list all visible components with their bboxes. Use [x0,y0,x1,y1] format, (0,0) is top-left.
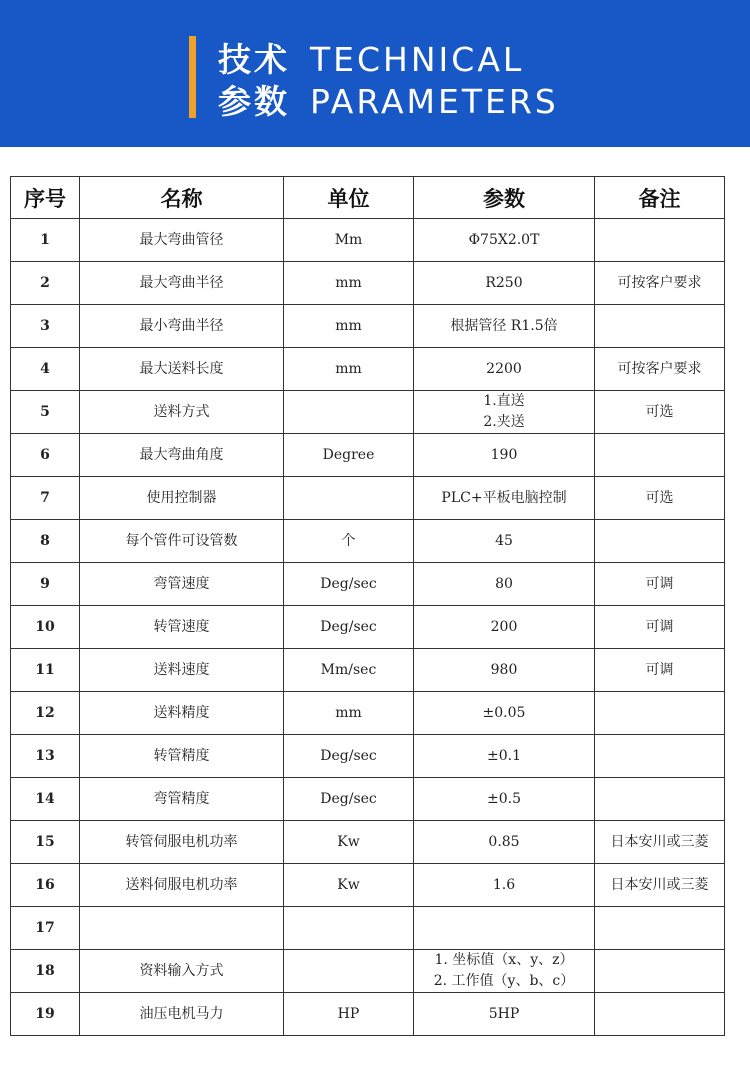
header-line-2 [218,76,559,123]
parameter-line: ±0.5 [487,790,521,807]
parameter-line: Φ75X2.0T [468,231,540,248]
row-index-cell: 3 [11,305,80,348]
row-note-cell: 可调 [595,606,725,649]
row-parameter-cell [414,993,595,1036]
table-row [11,563,725,606]
table-header-row [11,177,725,219]
row-index-cell: 17 [11,907,80,950]
row-unit-cell [284,950,414,993]
row-unit-cell: Deg/sec [284,735,414,778]
table-row [11,649,725,692]
row-name-cell: 转管速度 [80,606,284,649]
row-name-cell: 每个管件可设管数 [80,520,284,563]
row-parameter-cell [414,262,595,305]
row-note-cell [595,950,725,993]
parameter-line: 45 [495,532,513,549]
row-index-cell: 1 [11,219,80,262]
row-index-cell: 5 [11,391,80,434]
table-row [11,262,725,305]
row-index-cell: 14 [11,778,80,821]
row-note-cell [595,735,725,778]
parameter-line: 2200 [486,360,522,377]
parameter-line: 190 [490,446,518,463]
row-note-cell: 可选 [595,477,725,520]
row-parameter-cell [414,434,595,477]
header-cell-note: 备注 [595,177,725,219]
row-note-cell [595,305,725,348]
parameter-line: ±0.1 [487,747,521,764]
row-name-cell: 最大送料长度 [80,348,284,391]
table-body [11,219,725,1036]
row-name-cell: 最大弯曲半径 [80,262,284,305]
row-parameter-cell [414,692,595,735]
row-note-cell [595,434,725,477]
row-index-cell: 8 [11,520,80,563]
parameter-line: 2.夹送 [483,414,525,430]
row-name-cell: 送料精度 [80,692,284,735]
table-row [11,391,725,434]
table-row [11,477,725,520]
table-row [11,778,725,821]
header-cell-unit: 单位 [284,177,414,219]
row-parameter-cell [414,348,595,391]
row-name-cell: 弯管速度 [80,563,284,606]
parameter-line: 1.6 [492,876,516,893]
row-note-cell [595,520,725,563]
header-banner [0,0,750,147]
parameter-line: 2. 工作值（y、b、c） [433,973,575,989]
row-unit-cell: Degree [284,434,414,477]
row-index-cell: 12 [11,692,80,735]
row-unit-cell: Deg/sec [284,606,414,649]
row-name-cell: 最大弯曲角度 [80,434,284,477]
row-unit-cell: Kw [284,821,414,864]
row-parameter-cell [414,907,595,950]
row-parameter-cell [414,778,595,821]
parameter-line: R250 [485,274,523,291]
row-index-cell: 6 [11,434,80,477]
row-unit-cell [284,477,414,520]
row-name-cell: 转管精度 [80,735,284,778]
row-parameter-cell [414,950,595,993]
row-note-cell: 可按客户要求 [595,348,725,391]
row-note-cell [595,219,725,262]
row-index-cell: 7 [11,477,80,520]
parameter-line: ±0.05 [482,704,526,721]
header-cell-parameter: 参数 [414,177,595,219]
row-note-cell [595,993,725,1036]
row-unit-cell [284,391,414,434]
row-unit-cell: mm [284,262,414,305]
header-title-zh-2: 参数 [218,82,290,121]
row-name-cell [80,907,284,950]
table-row [11,950,725,993]
row-note-cell: 日本安川或三菱 [595,821,725,864]
table-row [11,993,725,1036]
row-index-cell: 16 [11,864,80,907]
row-parameter-cell [414,477,595,520]
row-unit-cell: Mm/sec [284,649,414,692]
row-parameter-cell [414,606,595,649]
row-parameter-cell [414,219,595,262]
header-title-en-1: TECHNICAL [310,40,525,79]
row-unit-cell [284,907,414,950]
row-note-cell: 可调 [595,563,725,606]
row-parameter-cell [414,821,595,864]
row-parameter-cell [414,563,595,606]
row-note-cell: 可选 [595,391,725,434]
row-index-cell: 4 [11,348,80,391]
row-name-cell: 送料方式 [80,391,284,434]
row-unit-cell: mm [284,692,414,735]
row-index-cell: 18 [11,950,80,993]
table-row [11,434,725,477]
accent-bar [189,36,196,118]
parameter-line: 根据管径 R1.5倍 [450,317,558,334]
row-name-cell: 最大弯曲管径 [80,219,284,262]
row-unit-cell: HP [284,993,414,1036]
row-note-cell [595,907,725,950]
parameter-line: 980 [490,661,518,678]
table-row [11,821,725,864]
row-index-cell: 15 [11,821,80,864]
table-row [11,907,725,950]
row-index-cell: 19 [11,993,80,1036]
row-parameter-cell [414,391,595,434]
row-name-cell: 弯管精度 [80,778,284,821]
row-name-cell: 最小弯曲半径 [80,305,284,348]
row-name-cell: 使用控制器 [80,477,284,520]
row-name-cell: 油压电机马力 [80,993,284,1036]
table-row [11,735,725,778]
table-row [11,606,725,649]
table-row [11,520,725,563]
table-row [11,348,725,391]
row-parameter-cell [414,864,595,907]
table-row [11,864,725,907]
parameter-line: 0.85 [488,833,520,850]
row-parameter-cell [414,649,595,692]
row-index-cell: 9 [11,563,80,606]
parameter-line: 200 [490,618,518,635]
header-line-1 [218,34,524,81]
parameter-line: 80 [495,575,513,592]
row-note-cell [595,778,725,821]
header-cell-index: 序号 [11,177,80,219]
row-index-cell: 10 [11,606,80,649]
table-row [11,305,725,348]
row-unit-cell: mm [284,348,414,391]
parameter-line: 1.直送 [483,393,525,409]
row-name-cell: 送料速度 [80,649,284,692]
row-unit-cell: Mm [284,219,414,262]
table-row [11,219,725,262]
row-index-cell: 11 [11,649,80,692]
header-cell-name: 名称 [80,177,284,219]
row-name-cell: 转管伺服电机功率 [80,821,284,864]
row-note-cell: 可按客户要求 [595,262,725,305]
row-index-cell: 2 [11,262,80,305]
row-parameter-cell [414,305,595,348]
row-name-cell: 资料输入方式 [80,950,284,993]
parameters-table [10,176,725,1036]
row-index-cell: 13 [11,735,80,778]
row-parameter-cell [414,520,595,563]
parameter-line: 5HP [488,1005,520,1022]
row-unit-cell: mm [284,305,414,348]
row-note-cell: 可调 [595,649,725,692]
row-parameter-cell [414,735,595,778]
header-title-en-2: PARAMETERS [310,82,559,121]
row-unit-cell: Kw [284,864,414,907]
table-row [11,692,725,735]
row-unit-cell: 个 [284,520,414,563]
row-note-cell [595,692,725,735]
header-title-zh-1: 技术 [218,40,290,79]
parameter-line: 1. 坐标值（x、y、z） [434,952,574,968]
row-unit-cell: Deg/sec [284,563,414,606]
row-unit-cell: Deg/sec [284,778,414,821]
parameter-line: PLC+平板电脑控制 [441,489,567,506]
row-note-cell: 日本安川或三菱 [595,864,725,907]
row-name-cell: 送料伺服电机功率 [80,864,284,907]
